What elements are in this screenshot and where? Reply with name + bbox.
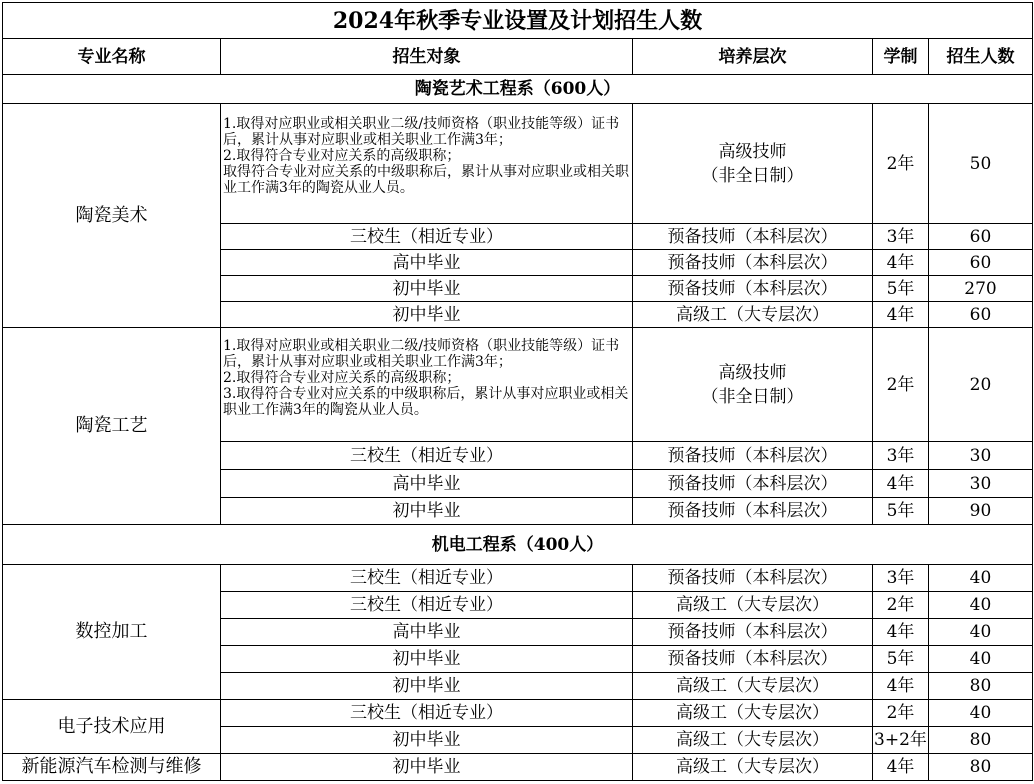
enrollment-table [2, 2, 1033, 781]
count-cell: 90 [929, 498, 1033, 525]
target-cell: 初中毕业 [221, 727, 633, 754]
level-cell: 高级工（大专层次） [633, 673, 873, 700]
duration-cell: 3+2年 [873, 727, 929, 754]
duration-cell: 2年 [873, 104, 929, 224]
major-name: 电子技术应用 [3, 700, 221, 754]
level-cell: 预备技师（本科层次） [633, 646, 873, 673]
requirement-item: 取得符合专业对应关系的中级职称后，累计从事对应职业或相关职业工作满3年的陶瓷从业人员。 [223, 164, 629, 196]
target-cell: 高中毕业 [221, 470, 633, 498]
header-target: 招生对象 [221, 39, 633, 75]
level-text: 高级技师 [718, 362, 787, 383]
requirement-item: 2.取得符合专业对应关系的高级职称； [223, 148, 461, 164]
count-cell: 30 [929, 442, 1033, 470]
level-text: 高级技师 [718, 141, 787, 162]
count-cell: 40 [929, 619, 1033, 646]
target-cell: 三校生（相近专业） [221, 565, 633, 592]
level-cell: 预备技师（本科层次） [633, 442, 873, 470]
major-name: 数控加工 [3, 565, 221, 700]
major-name: 陶瓷美术 [3, 104, 221, 328]
header-major: 专业名称 [3, 39, 221, 75]
count-cell: 60 [929, 302, 1033, 328]
duration-cell: 4年 [873, 302, 929, 328]
level-cell [633, 328, 873, 442]
header-duration: 学制 [873, 39, 929, 75]
level-cell: 高级工（大专层次） [633, 727, 873, 754]
target-cell: 初中毕业 [221, 673, 633, 700]
department-header: 陶瓷艺术工程系（600人） [3, 75, 1033, 104]
level-cell: 高级工（大专层次） [633, 700, 873, 727]
level-note: （非全日制） [701, 386, 804, 407]
level-note: （非全日制） [701, 165, 804, 186]
target-cell: 三校生（相近专业） [221, 592, 633, 619]
target-cell: 三校生（相近专业） [221, 700, 633, 727]
requirement-item: 1.取得对应职业或相关职业二级/技师资格（职业技能等级）证书后，累计从事对应职业或相关职业工作满3年； [223, 116, 620, 148]
level-cell: 高级工（大专层次） [633, 592, 873, 619]
duration-cell: 5年 [873, 498, 929, 525]
count-cell: 80 [929, 727, 1033, 754]
count-cell: 80 [929, 673, 1033, 700]
requirements-cell [221, 104, 633, 224]
count-cell: 40 [929, 592, 1033, 619]
requirement-item: 3.取得符合专业对应关系的中级职称后，累计从事对应职业或相关职业工作满3年的陶瓷从业人员。 [223, 386, 629, 418]
duration-cell: 3年 [873, 565, 929, 592]
target-cell: 初中毕业 [221, 646, 633, 673]
target-cell: 高中毕业 [221, 250, 633, 276]
count-cell: 40 [929, 646, 1033, 673]
count-cell: 40 [929, 700, 1033, 727]
duration-cell: 3年 [873, 442, 929, 470]
level-cell: 预备技师（本科层次） [633, 250, 873, 276]
target-cell: 三校生（相近专业） [221, 224, 633, 250]
department-header: 机电工程系（400人） [3, 525, 1033, 565]
level-cell [633, 104, 873, 224]
level-cell: 预备技师（本科层次） [633, 565, 873, 592]
target-cell: 三校生（相近专业） [221, 442, 633, 470]
page-title: 2024年秋季专业设置及计划招生人数 [3, 3, 1033, 39]
count-cell: 20 [929, 328, 1033, 442]
level-cell: 高级工（大专层次） [633, 302, 873, 328]
count-cell: 80 [929, 754, 1033, 781]
duration-cell: 4年 [873, 470, 929, 498]
target-cell: 初中毕业 [221, 754, 633, 781]
count-cell: 40 [929, 565, 1033, 592]
duration-cell: 2年 [873, 328, 929, 442]
duration-cell: 4年 [873, 673, 929, 700]
count-cell: 60 [929, 224, 1033, 250]
requirement-item: 2.取得符合专业对应关系的高级职称； [223, 370, 461, 386]
duration-cell: 2年 [873, 700, 929, 727]
duration-cell: 5年 [873, 276, 929, 302]
count-cell: 270 [929, 276, 1033, 302]
major-name: 陶瓷工艺 [3, 328, 221, 525]
duration-cell: 4年 [873, 250, 929, 276]
level-cell: 预备技师（本科层次） [633, 619, 873, 646]
level-cell: 预备技师（本科层次） [633, 224, 873, 250]
requirements-cell [221, 328, 633, 442]
count-cell: 50 [929, 104, 1033, 224]
duration-cell: 4年 [873, 619, 929, 646]
target-cell: 初中毕业 [221, 302, 633, 328]
count-cell: 60 [929, 250, 1033, 276]
header-level: 培养层次 [633, 39, 873, 75]
level-cell: 预备技师（本科层次） [633, 498, 873, 525]
target-cell: 高中毕业 [221, 619, 633, 646]
level-cell: 预备技师（本科层次） [633, 470, 873, 498]
duration-cell: 5年 [873, 646, 929, 673]
header-count: 招生人数 [929, 39, 1033, 75]
major-name: 新能源汽车检测与维修 [3, 754, 221, 781]
requirement-item: 1.取得对应职业或相关职业二级/技师资格（职业技能等级）证书后，累计从事对应职业或相关职业工作满3年； [223, 338, 620, 370]
duration-cell: 2年 [873, 592, 929, 619]
level-cell: 高级工（大专层次） [633, 754, 873, 781]
target-cell: 初中毕业 [221, 498, 633, 525]
count-cell: 30 [929, 470, 1033, 498]
duration-cell: 3年 [873, 224, 929, 250]
target-cell: 初中毕业 [221, 276, 633, 302]
duration-cell: 4年 [873, 754, 929, 781]
level-cell: 预备技师（本科层次） [633, 276, 873, 302]
